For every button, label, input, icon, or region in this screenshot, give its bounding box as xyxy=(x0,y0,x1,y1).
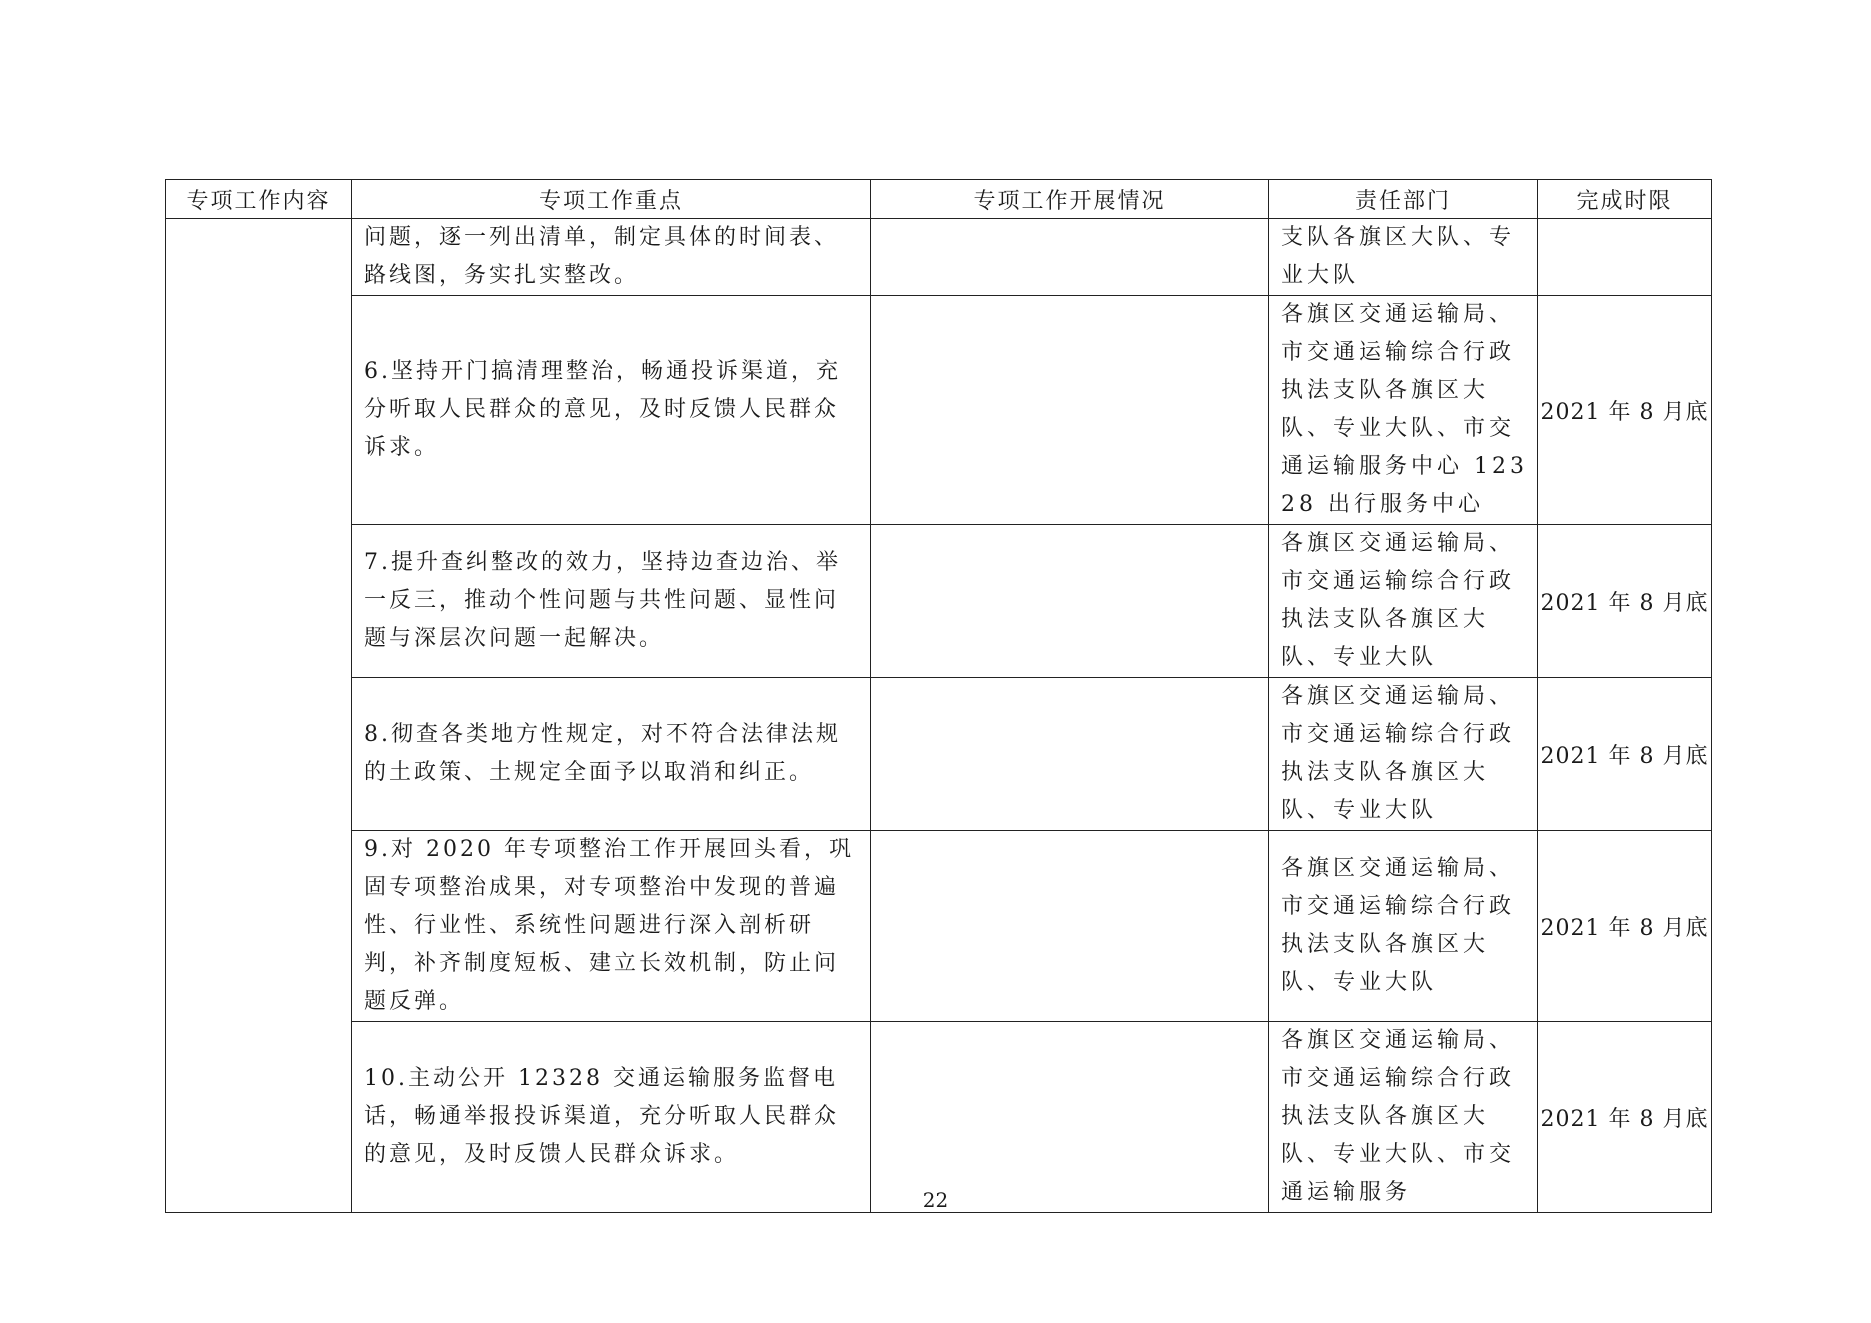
progress-cell xyxy=(871,525,1269,678)
deadline-cell: 2021 年 8 月底 xyxy=(1538,525,1712,678)
department-cell xyxy=(1269,1022,1538,1213)
department-text: 支队各旗区大队、专业大队 xyxy=(1281,225,1516,288)
department-text: 各旗区交通运输局、市交通运输综合行政执法支队各旗区大队、专业大队 xyxy=(1281,684,1516,823)
key-point-text: 9.对 2020 年专项整治工作开展回头看，巩固专项整治成果，对专项整治中发现的普遍性、行业性、系统性问题进行深入剖析研判，补齐制度短板、建立长效机制，防止问题反弹。 xyxy=(364,837,854,1014)
work-content-cell xyxy=(166,219,352,1213)
key-point-cell xyxy=(352,296,871,525)
table-row xyxy=(166,831,1712,1022)
key-point-text: 10.主动公开 12328 交通运输服务监督电话，畅通举报投诉渠道，充分听取人民群众的意见，及时反馈人民群众诉求。 xyxy=(364,1066,840,1167)
table-row xyxy=(166,296,1712,525)
department-text: 各旗区交通运输局、市交通运输综合行政执法支队各旗区大队、专业大队 xyxy=(1281,531,1516,670)
table-row xyxy=(166,525,1712,678)
department-cell xyxy=(1269,525,1538,678)
progress-cell xyxy=(871,1022,1269,1213)
key-point-cell xyxy=(352,1022,871,1213)
department-cell xyxy=(1269,296,1538,525)
progress-cell xyxy=(871,219,1269,296)
deadline-cell xyxy=(1538,219,1712,296)
key-point-text: 7.提升查纠整改的效力，坚持边查边治、举一反三，推动个性问题与共性问题、显性问题与深层次问题一起解决。 xyxy=(364,550,841,651)
header-work-content: 专项工作内容 xyxy=(166,180,352,219)
header-work-key-point: 专项工作重点 xyxy=(352,180,871,219)
deadline-cell: 2021 年 8 月底 xyxy=(1538,1022,1712,1213)
key-point-text: 问题，逐一列出清单，制定具体的时间表、路线图，务实扎实整改。 xyxy=(364,225,840,288)
header-responsible-department: 责任部门 xyxy=(1269,180,1538,219)
table-row xyxy=(166,678,1712,831)
department-cell xyxy=(1269,219,1538,296)
department-text: 各旗区交通运输局、市交通运输综合行政执法支队各旗区大队、专业大队、市交通运输服务中心 12328 出行服务中心 xyxy=(1281,302,1528,517)
key-point-cell xyxy=(352,831,871,1022)
department-text: 各旗区交通运输局、市交通运输综合行政执法支队各旗区大队、专业大队、市交通运输服务 xyxy=(1281,1028,1516,1205)
key-point-cell xyxy=(352,219,871,296)
progress-cell xyxy=(871,678,1269,831)
key-point-text: 6.坚持开门搞清理整治，畅通投诉渠道，充分听取人民群众的意见，及时反馈人民群众诉求。 xyxy=(364,359,841,460)
header-work-progress: 专项工作开展情况 xyxy=(871,180,1269,219)
table-header-row xyxy=(166,180,1712,219)
progress-cell xyxy=(871,296,1269,525)
table-row xyxy=(166,1022,1712,1213)
department-cell xyxy=(1269,831,1538,1022)
key-point-text: 8.彻查各类地方性规定，对不符合法律法规的土政策、土规定全面予以取消和纠正。 xyxy=(364,722,841,785)
key-point-cell xyxy=(352,678,871,831)
work-table xyxy=(165,179,1712,1213)
department-text: 各旗区交通运输局、市交通运输综合行政执法支队各旗区大队、专业大队 xyxy=(1281,856,1516,995)
table-row xyxy=(166,219,1712,296)
deadline-cell: 2021 年 8 月底 xyxy=(1538,296,1712,525)
deadline-cell: 2021 年 8 月底 xyxy=(1538,831,1712,1022)
page-number: 22 xyxy=(922,1188,949,1212)
department-cell xyxy=(1269,678,1538,831)
key-point-cell xyxy=(352,525,871,678)
header-deadline: 完成时限 xyxy=(1538,180,1712,219)
progress-cell xyxy=(871,831,1269,1022)
deadline-cell: 2021 年 8 月底 xyxy=(1538,678,1712,831)
